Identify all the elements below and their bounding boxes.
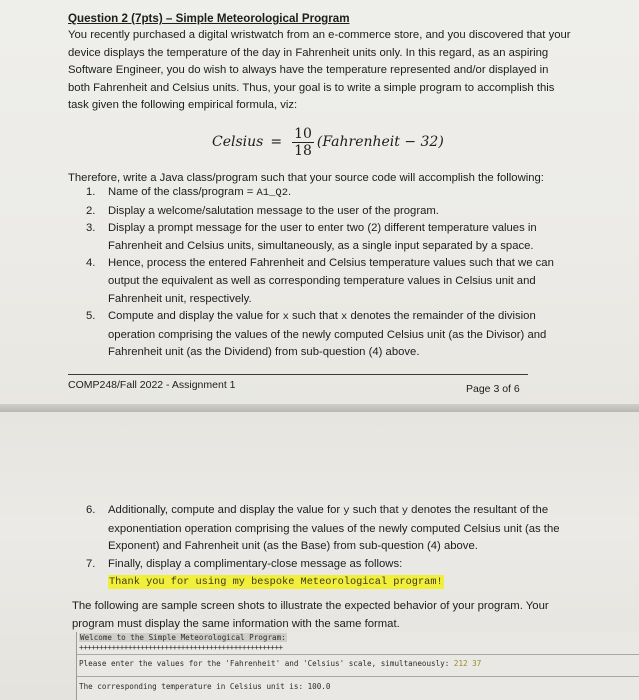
question-title: Question 2 (7pts) – Simple Meteorological Program xyxy=(68,12,350,25)
footer-page-number: Page 3 of 6 xyxy=(466,383,520,395)
variable-x: x xyxy=(282,311,289,324)
sample-intro-text: The following are sample screen shots to illustrate the expected behavior of your program. Your program must display the same information with the same format. xyxy=(72,600,549,630)
console-user-input: 212 37 xyxy=(453,659,482,668)
task-item: 2. Display a welcome/salutation message to the user of the program. xyxy=(86,204,439,217)
task-item: 7. Finally, display a complimentary-close message as follows: Thank you for using my bespoke Meteorological program! xyxy=(86,557,443,589)
footer-course: COMP248/Fall 2022 - Assignment 1 xyxy=(68,379,236,391)
formula-equals: = xyxy=(270,134,283,150)
formula-denominator: 18 xyxy=(294,142,312,159)
task-item: 4. Hence, process the entered Fahrenheit and Celsius temperature values such that we can output the equivalent as well as corresponding temperature values in Celsius unit and Fahrenheit unit, respectively. xyxy=(86,257,554,305)
task-item: 3. Display a prompt message for the user to enter two (2) different temperature values in Fahrenheit and Celsius units, simultaneously, as a single input separated by a space. xyxy=(86,222,537,252)
task-item: 1. Name of the class/program = A1_Q2. xyxy=(86,186,292,199)
closing-message-highlight: Thank you for using my bespoke Meteorological program! xyxy=(109,576,443,589)
variable-x: x xyxy=(341,311,348,324)
variable-y: y xyxy=(343,505,350,517)
task-item: 5. Compute and display the value for x such that x denotes the remainder of the division operation comprising the values of the newly computed Celsius unit (as the Divisor) and Fahrenheit unit (as the Dividend) from sub-question (4) above. xyxy=(86,310,547,359)
console-prompt-line: Please enter the values for the 'Fahrenheit' and 'Celsius' scale, simultaneously: 212 37 xyxy=(79,659,482,668)
celsius-formula xyxy=(212,122,444,162)
task-list-page2 xyxy=(86,502,564,591)
console-divider xyxy=(77,654,639,655)
variable-y: y xyxy=(401,505,409,517)
console-welcome-line: Welcome to the Simple Meteorological Program: xyxy=(80,633,286,642)
console-screenshot xyxy=(76,632,639,700)
question-intro: You recently purchased a digital wristwatch from an e-commerce store, and you discovered that your device displays the temperature of the day in Fahrenheit units only. In this regard, as an aspiring Software Engineer, you do wish to always have the temperature represented and/or displayed in both Fahrenheit and Celsius units. Thus, your goal is to write a simple program to accomplish this task given the following empirical formula, viz: xyxy=(68,29,571,112)
formula-rhs: (Fahrenheit − 32) xyxy=(316,134,444,150)
formula-lhs: Celsius xyxy=(212,134,264,150)
console-divider xyxy=(77,676,639,677)
class-name-code: A1_Q2 xyxy=(256,187,289,199)
console-separator-line: ++++++++++++++++++++++++++++++++++++++++++++++++++ xyxy=(79,643,283,652)
console-output-line: The corresponding temperature in Celsius unit is: 100.0 xyxy=(79,682,331,691)
therefore-text: Therefore, write a Java class/program such that your source code will accomplish the following: xyxy=(68,172,544,184)
formula-numerator: 10 xyxy=(294,125,312,142)
task-list-page1 xyxy=(86,184,564,362)
footer-divider xyxy=(68,374,528,375)
formula-fraction xyxy=(292,126,314,159)
page-separator xyxy=(0,404,639,412)
task-item: 6. Additionally, compute and display the value for y such that y denotes the resultant of the exponentiation operation comprising the values of the newly computed Celsius unit (as the Exponent) and Fahrenheit unit (as the Base) from sub-question (4) above. xyxy=(86,504,560,553)
